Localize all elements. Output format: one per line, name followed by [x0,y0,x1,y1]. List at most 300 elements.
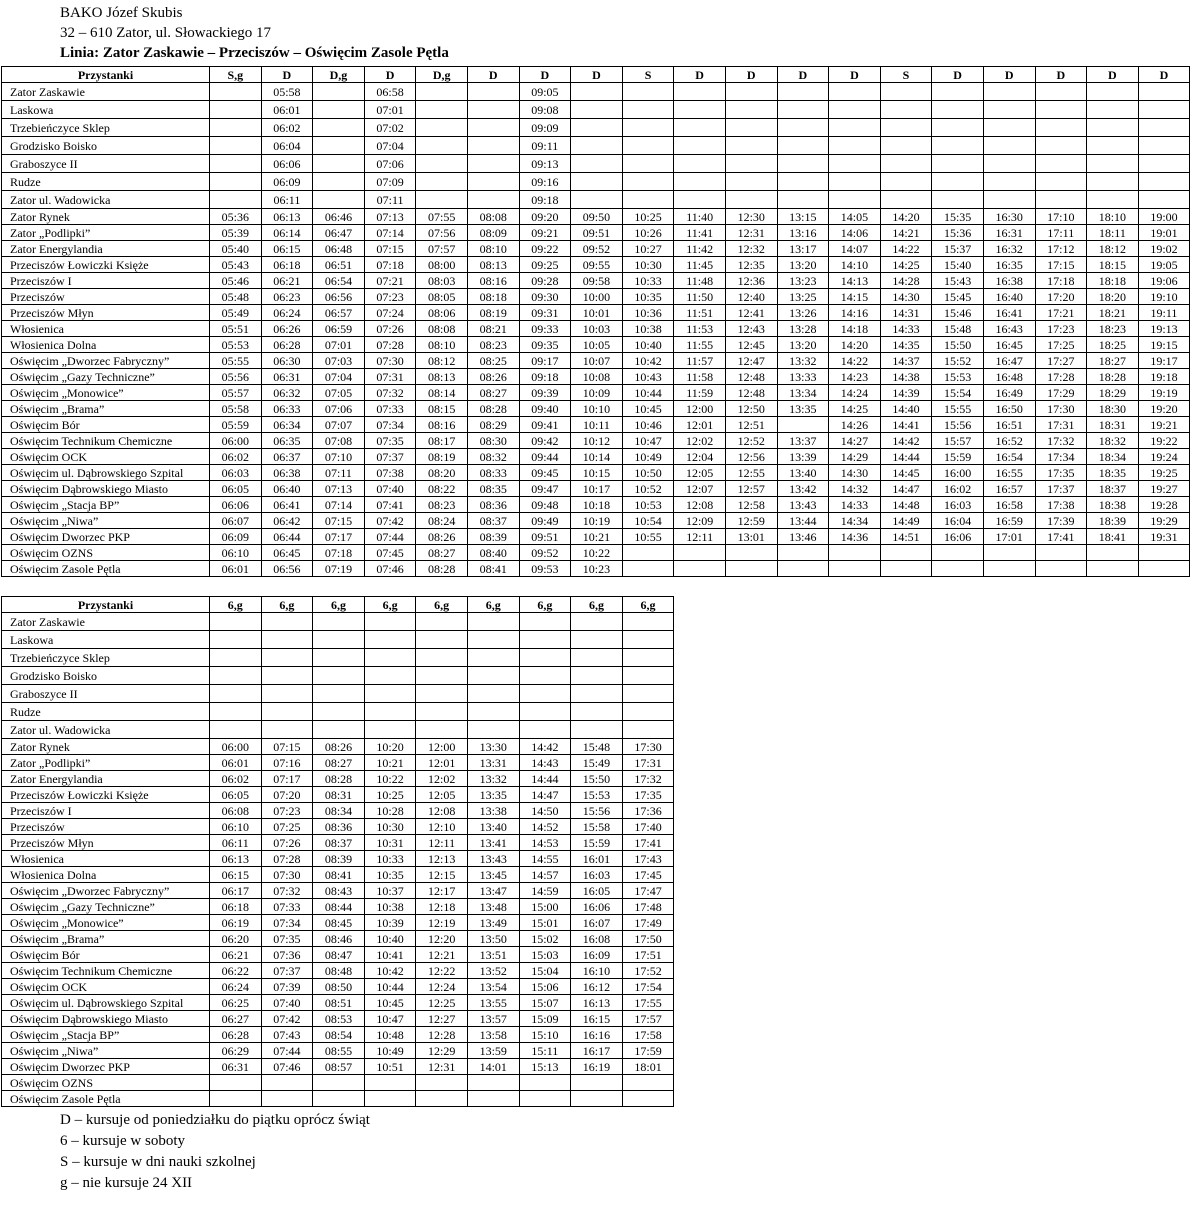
departure-time: 06:18 [261,257,313,273]
departure-time: 12:31 [416,1059,468,1075]
departure-time: 12:20 [416,931,468,947]
departure-time: 07:14 [313,497,365,513]
table-row [2,667,674,685]
stop-name: Oświęcim Dworzec PKP [2,529,210,545]
departure-time: 08:39 [313,851,365,867]
departure-time: 10:37 [364,883,416,899]
departure-time: 09:13 [519,155,571,173]
departure-time: 06:01 [210,755,262,771]
table-row [2,1043,674,1059]
departure-time: 11:41 [674,225,726,241]
departure-time: 06:33 [261,401,313,417]
departure-time: 17:49 [622,915,674,931]
departure-time: 16:35 [983,257,1035,273]
departure-time: 06:34 [261,417,313,433]
departure-time: 17:38 [1035,497,1087,513]
departure-time: 06:14 [261,225,313,241]
departure-time: 10:30 [622,257,674,273]
departure-time: 08:57 [313,1059,365,1075]
departure-time: 13:35 [467,787,519,803]
departure-time [210,703,262,721]
departure-time [261,703,313,721]
departure-time: 07:31 [364,369,416,385]
departure-time: 17:01 [983,529,1035,545]
departure-time [416,173,468,191]
departure-time: 08:13 [416,369,468,385]
departure-time [467,667,519,685]
departure-time [983,545,1035,561]
departure-time: 06:05 [210,787,262,803]
departure-time: 13:25 [777,289,829,305]
departure-time: 17:41 [622,835,674,851]
departure-time: 18:21 [1087,305,1139,321]
departure-time: 13:41 [467,835,519,851]
table-row [2,433,1190,449]
weekday-timetable [1,66,1190,577]
departure-time [932,561,984,577]
departure-time: 12:58 [725,497,777,513]
departure-time: 09:05 [519,83,571,101]
departure-time: 08:36 [467,497,519,513]
departure-time: 10:35 [622,289,674,305]
departure-time: 12:25 [416,995,468,1011]
departure-time: 10:47 [622,433,674,449]
departure-time: 08:40 [467,545,519,561]
departure-time: 19:01 [1138,225,1190,241]
departure-time [932,83,984,101]
departure-time: 15:55 [932,401,984,417]
departure-time: 08:32 [467,449,519,465]
departure-time [932,173,984,191]
departure-time: 08:28 [467,401,519,417]
stop-name: Grodzisko Boisko [2,137,210,155]
departure-time: 19:13 [1138,321,1190,337]
departure-time: 07:45 [364,545,416,561]
departure-time: 06:58 [364,83,416,101]
stop-name: Zator „Podlipki” [2,755,210,771]
departure-time: 15:56 [571,803,623,819]
departure-time [1138,155,1190,173]
table-row [2,835,674,851]
departure-time: 12:28 [416,1027,468,1043]
departure-time: 10:25 [622,209,674,225]
departure-time [467,613,519,631]
departure-time [261,667,313,685]
departure-time: 08:10 [467,241,519,257]
departure-time: 10:40 [622,337,674,353]
departure-time [210,155,262,173]
stop-name: Oświęcim „Monowice” [2,915,210,931]
course-column-header: S [622,67,674,83]
departure-time: 12:10 [416,819,468,835]
departure-time: 06:37 [261,449,313,465]
departure-time: 10:54 [622,513,674,529]
course-column-header: 6,g [261,597,313,613]
departure-time [829,191,881,209]
table-row [2,353,1190,369]
departure-time: 07:23 [261,803,313,819]
departure-time: 11:40 [674,209,726,225]
departure-time [364,667,416,685]
departure-time: 12:51 [725,417,777,433]
departure-time [364,631,416,649]
stop-name: Oświęcim „Brama” [2,401,210,417]
stop-name: Zator ul. Wadowicka [2,721,210,739]
departure-time: 18:01 [622,1059,674,1075]
departure-time [777,119,829,137]
stop-name: Oświęcim „Niwa” [2,513,210,529]
departure-time [519,649,571,667]
departure-time: 11:50 [674,289,726,305]
departure-time: 07:13 [313,481,365,497]
departure-time: 09:21 [519,225,571,241]
departure-time: 14:59 [519,883,571,899]
departure-time: 08:08 [467,209,519,225]
departure-time [880,83,932,101]
departure-time: 06:38 [261,465,313,481]
course-column-header: D [777,67,829,83]
departure-time: 09:47 [519,481,571,497]
departure-time [777,561,829,577]
departure-time: 13:43 [777,497,829,513]
departure-time: 08:44 [313,899,365,915]
departure-time: 18:18 [1087,273,1139,289]
stop-name: Oświęcim „Gazy Techniczne” [2,899,210,915]
departure-time [1087,191,1139,209]
departure-time: 09:52 [571,241,623,257]
table-row [2,513,1190,529]
departure-time: 13:47 [467,883,519,899]
stop-name: Trzebieńczyce Sklep [2,649,210,667]
departure-time: 13:30 [467,739,519,755]
departure-time [519,667,571,685]
course-column-header: 6,g [313,597,365,613]
departure-time: 10:50 [622,465,674,481]
departure-time: 07:04 [313,369,365,385]
departure-time: 19:18 [1138,369,1190,385]
departure-time [622,191,674,209]
departure-time [983,83,1035,101]
departure-time: 06:23 [261,289,313,305]
departure-time: 19:15 [1138,337,1190,353]
departure-time: 18:25 [1087,337,1139,353]
departure-time: 19:20 [1138,401,1190,417]
departure-time: 17:18 [1035,273,1087,289]
departure-time: 14:44 [880,449,932,465]
departure-time: 14:15 [829,289,881,305]
departure-time: 18:10 [1087,209,1139,225]
departure-time [1035,101,1087,119]
departure-time [313,119,365,137]
departure-time: 08:41 [313,867,365,883]
departure-time: 10:03 [571,321,623,337]
departure-time [467,101,519,119]
departure-time: 14:23 [829,369,881,385]
table-row [2,449,1190,465]
stop-name: Przeciszów I [2,273,210,289]
departure-time: 06:31 [210,1059,262,1075]
departure-time: 06:04 [261,137,313,155]
departure-time: 14:51 [880,529,932,545]
departure-time: 14:38 [880,369,932,385]
departure-time: 07:44 [364,529,416,545]
departure-time: 09:18 [519,191,571,209]
departure-time: 15:58 [571,819,623,835]
departure-time: 08:00 [416,257,468,273]
departure-time: 09:52 [519,545,571,561]
departure-time: 07:06 [364,155,416,173]
departure-time: 08:31 [313,787,365,803]
departure-time: 10:20 [364,739,416,755]
stop-name: Przeciszów Młyn [2,835,210,851]
departure-time: 14:30 [880,289,932,305]
departure-time: 13:59 [467,1043,519,1059]
departure-time: 06:35 [261,433,313,449]
departure-time: 07:15 [364,241,416,257]
departure-time: 16:48 [983,369,1035,385]
departure-time: 14:24 [829,385,881,401]
departure-time [210,613,262,631]
departure-time: 10:09 [571,385,623,401]
course-column-header: 6,g [416,597,468,613]
stop-name: Oświęcim „Dworzec Fabryczny” [2,353,210,369]
departure-time [777,101,829,119]
departure-time: 17:12 [1035,241,1087,257]
departure-time: 14:33 [829,497,881,513]
departure-time: 17:15 [1035,257,1087,273]
departure-time: 08:37 [467,513,519,529]
departure-time: 10:48 [364,1027,416,1043]
departure-time: 13:50 [467,931,519,947]
departure-time [467,173,519,191]
departure-time: 19:28 [1138,497,1190,513]
departure-time: 14:36 [829,529,881,545]
departure-time: 06:02 [210,449,262,465]
departure-time: 10:00 [571,289,623,305]
stop-name: Oświęcim Technikum Chemiczne [2,433,210,449]
departure-time [313,667,365,685]
departure-time: 16:43 [983,321,1035,337]
departure-time: 13:17 [777,241,829,257]
departure-time: 07:32 [364,385,416,401]
departure-time [674,155,726,173]
departure-time: 13:43 [467,851,519,867]
departure-time: 08:16 [467,273,519,289]
departure-time: 13:57 [467,1011,519,1027]
departure-time: 08:46 [313,931,365,947]
departure-time: 07:38 [364,465,416,481]
departure-time: 18:32 [1087,433,1139,449]
saturday-timetable [1,596,674,1107]
departure-time: 17:25 [1035,337,1087,353]
stop-name: Oświęcim „Stacja BP” [2,497,210,513]
table-row [2,337,1190,353]
departure-time [983,101,1035,119]
departure-time: 08:17 [416,433,468,449]
departure-time: 17:55 [622,995,674,1011]
table-row [2,867,674,883]
departure-time: 06:44 [261,529,313,545]
departure-time: 19:27 [1138,481,1190,497]
departure-time: 11:58 [674,369,726,385]
departure-time: 07:33 [261,899,313,915]
departure-time [313,613,365,631]
departure-time: 13:44 [777,513,829,529]
departure-time: 08:30 [467,433,519,449]
departure-time: 12:05 [416,787,468,803]
departure-time: 07:42 [364,513,416,529]
departure-time: 18:31 [1087,417,1139,433]
departure-time: 16:05 [571,883,623,899]
departure-time: 19:21 [1138,417,1190,433]
departure-time: 07:24 [364,305,416,321]
departure-time: 07:01 [313,337,365,353]
departure-time: 10:49 [622,449,674,465]
departure-time: 07:43 [261,1027,313,1043]
departure-time: 14:42 [880,433,932,449]
departure-time [1035,173,1087,191]
table-row [2,497,1190,513]
stop-name: Rudze [2,173,210,191]
departure-time: 11:55 [674,337,726,353]
course-column-header: 6,g [519,597,571,613]
departure-time: 13:55 [467,995,519,1011]
departure-time: 12:40 [725,289,777,305]
departure-time: 06:26 [261,321,313,337]
departure-time: 12:05 [674,465,726,481]
departure-time [725,155,777,173]
departure-time [983,137,1035,155]
departure-time: 10:44 [364,979,416,995]
departure-time [210,667,262,685]
departure-time: 07:25 [261,819,313,835]
departure-time: 05:43 [210,257,262,273]
departure-time [1087,83,1139,101]
departure-time [932,119,984,137]
departure-time: 13:40 [467,819,519,835]
departure-time: 13:35 [777,401,829,417]
departure-time [622,155,674,173]
stop-name: Oświęcim Bór [2,417,210,433]
departure-time: 10:18 [571,497,623,513]
departure-time [725,83,777,101]
departure-time: 15:59 [932,449,984,465]
departure-time: 13:31 [467,755,519,771]
departure-time: 14:31 [880,305,932,321]
departure-time: 10:08 [571,369,623,385]
departure-time [829,119,881,137]
departure-time [725,119,777,137]
departure-time: 07:04 [364,137,416,155]
departure-time: 07:03 [313,353,365,369]
departure-time: 17:57 [622,1011,674,1027]
departure-time: 08:47 [313,947,365,963]
departure-time: 06:56 [261,561,313,577]
departure-time: 08:27 [467,385,519,401]
departure-time: 16:17 [571,1043,623,1059]
departure-time: 13:33 [777,369,829,385]
departure-time [932,545,984,561]
table-row [2,385,1190,401]
departure-time: 19:02 [1138,241,1190,257]
departure-time: 06:11 [210,835,262,851]
departure-time: 12:13 [416,851,468,867]
departure-time: 16:32 [983,241,1035,257]
departure-time [1087,119,1139,137]
departure-time: 10:45 [622,401,674,417]
departure-time: 14:05 [829,209,881,225]
departure-time: 15:03 [519,947,571,963]
departure-time: 15:50 [571,771,623,787]
departure-time [210,1091,262,1107]
departure-time: 08:27 [416,545,468,561]
departure-time [210,1075,262,1091]
table-row [2,931,674,947]
departure-time: 08:43 [313,883,365,899]
departure-time [1035,137,1087,155]
departure-time: 18:15 [1087,257,1139,273]
departure-time: 19:31 [1138,529,1190,545]
departure-time: 17:39 [1035,513,1087,529]
departure-time: 06:59 [313,321,365,337]
departure-time: 14:39 [880,385,932,401]
stop-name: Laskowa [2,631,210,649]
departure-time: 10:42 [622,353,674,369]
departure-time: 10:46 [622,417,674,433]
departure-time [622,173,674,191]
departure-time [571,101,623,119]
departure-time: 15:53 [571,787,623,803]
course-column-header: D [1087,67,1139,83]
departure-time [313,101,365,119]
stop-name: Oświęcim OCK [2,979,210,995]
table-row [2,703,674,721]
departure-time [467,1091,519,1107]
departure-time: 12:35 [725,257,777,273]
departure-time: 17:34 [1035,449,1087,465]
departure-time: 14:33 [880,321,932,337]
departure-time: 06:24 [261,305,313,321]
table-row [2,321,1190,337]
table-row [2,257,1190,273]
departure-time: 17:32 [1035,433,1087,449]
departure-time: 06:13 [261,209,313,225]
stop-name: Zator Zaskawie [2,83,210,101]
departure-time: 16:04 [932,513,984,529]
departure-time: 12:02 [674,433,726,449]
departure-time: 09:39 [519,385,571,401]
departure-time: 13:28 [777,321,829,337]
departure-time [622,137,674,155]
departure-time: 06:25 [210,995,262,1011]
departure-time [880,137,932,155]
departure-time: 12:01 [674,417,726,433]
course-column-header: D [261,67,313,83]
departure-time: 15:54 [932,385,984,401]
departure-time [983,561,1035,577]
departure-time: 15:59 [571,835,623,851]
departure-time: 08:23 [416,497,468,513]
departure-time: 18:41 [1087,529,1139,545]
departure-time: 06:07 [210,513,262,529]
stop-name: Oświęcim Dworzec PKP [2,1059,210,1075]
departure-time: 18:28 [1087,369,1139,385]
departure-time: 07:30 [364,353,416,369]
departure-time [674,561,726,577]
table-row [2,963,674,979]
departure-time: 08:26 [467,369,519,385]
departure-time: 10:11 [571,417,623,433]
